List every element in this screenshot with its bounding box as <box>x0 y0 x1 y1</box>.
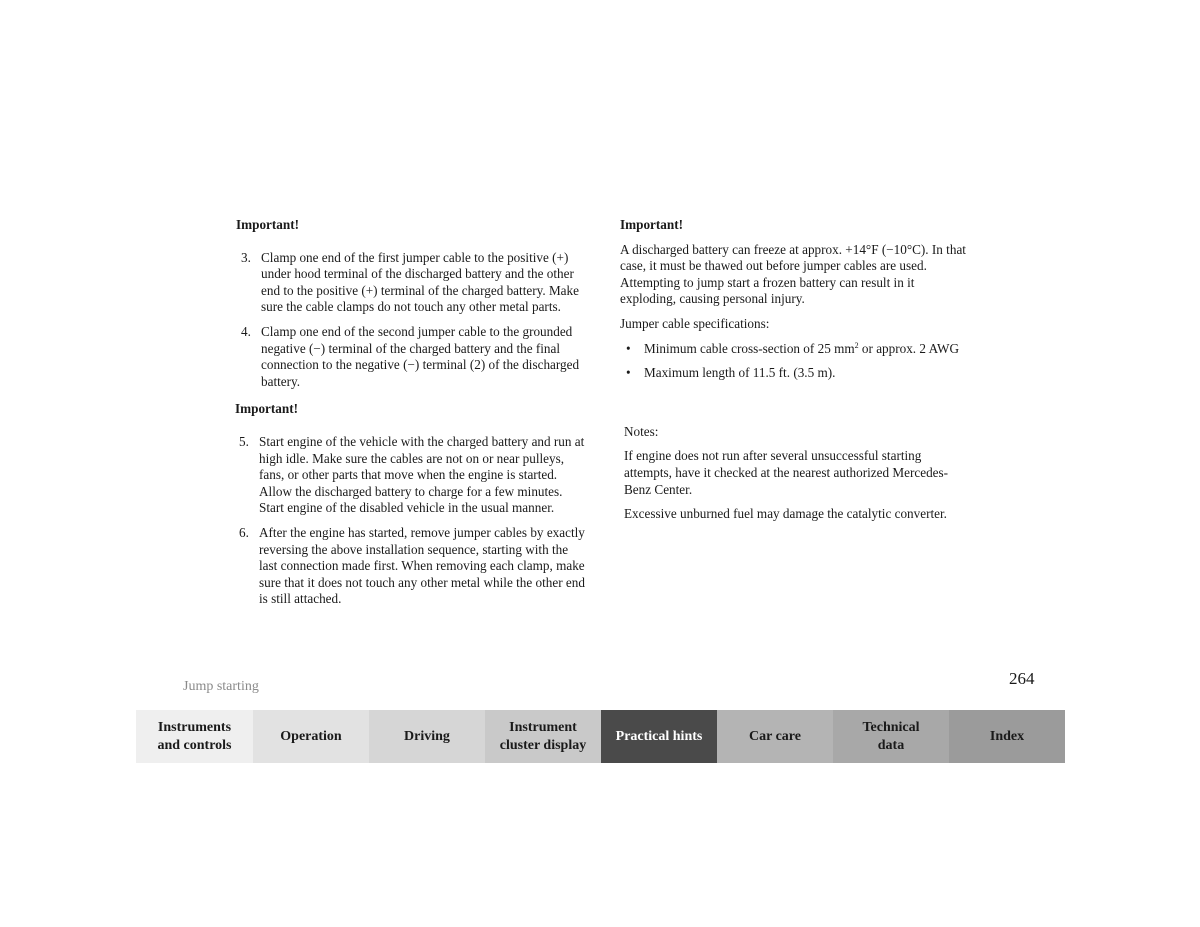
spec-text: Maximum length of 11.5 ft. (3.5 m). <box>644 365 836 381</box>
step-number: 5. <box>239 433 249 449</box>
bullet-icon: • <box>626 340 631 356</box>
spec-intro: Jumper cable specifications: <box>620 315 770 331</box>
notes-box <box>624 424 970 523</box>
tab-operation[interactable]: Operation <box>253 710 369 763</box>
step-number: 6. <box>239 524 249 540</box>
tab-index[interactable]: Index <box>949 710 1065 763</box>
tab-instruments-and-controls[interactable]: Instruments and controls <box>136 710 253 763</box>
step-5 <box>234 434 588 517</box>
right-column <box>620 217 970 523</box>
note-text: If engine does not run after several unsuccessful starting attempts, have it checked at the nearest authorized Mercedes-Benz Center. <box>624 448 949 497</box>
step-4 <box>236 324 588 390</box>
chapter-nav <box>136 710 1065 763</box>
step-number: 4. <box>241 323 251 339</box>
spec-item <box>620 341 970 358</box>
step-text: Clamp one end of the first jumper cable to the positive (+) under hood terminal of the discharged battery and the other end to the positive (+) terminal of the charged battery. Make sure the cable clamps do not touch any other metal parts. <box>261 249 579 315</box>
tab-technical-data[interactable]: Technical data <box>833 710 949 763</box>
important-heading: Important! <box>236 217 300 232</box>
superscript: 2 <box>854 340 859 350</box>
tab-practical-hints[interactable]: Practical hints <box>601 710 717 763</box>
step-number: 3. <box>241 249 251 265</box>
freeze-warning-text: A discharged battery can freeze at approx. +14°F (−10°C). In that case, it must be thawed out before jumper cables are used. Attempting to jump start a frozen battery can result in it exploding, causing personal injury. <box>620 241 966 307</box>
bullet-icon: • <box>626 365 631 381</box>
important-heading: Important! <box>235 401 299 417</box>
note-text: Excessive unburned fuel may damage the catalytic converter. <box>624 506 947 522</box>
notes-title: Notes: <box>624 423 659 439</box>
spec-text: or approx. 2 AWG <box>858 340 960 356</box>
section-label: Jump starting <box>183 679 259 694</box>
important-heading: Important! <box>620 217 684 232</box>
step-text: After the engine has started, remove jumper cables by exactly reversing the above installation sequence, starting with the last connection made first. When removing each clamp, make sure that it does not touch any other metal while the other end is still attached. <box>259 524 585 607</box>
step-6 <box>234 525 588 608</box>
step-text: Clamp one end of the second jumper cable to the grounded negative (−) terminal of the charged battery and the final connection to the negative (−) terminal (2) of the discharged battery. <box>261 323 580 389</box>
spec-item <box>620 365 970 382</box>
tab-car-care[interactable]: Car care <box>717 710 833 763</box>
step-3 <box>236 250 588 316</box>
step-text: Start engine of the vehicle with the charged battery and run at high idle. Make sure the cables are not on or near pulleys, fans, or other parts that move when the engine is started. Allow the discharged battery to charge for a few minutes. Start engine of the disabled vehicle in the usual manner. <box>259 433 585 516</box>
tab-driving[interactable]: Driving <box>369 710 485 763</box>
page-number: 264 <box>1009 669 1035 688</box>
tab-instrument-cluster-display[interactable]: Instrument cluster display <box>485 710 601 763</box>
spec-text: Minimum cable cross-section of 25 mm <box>644 340 855 356</box>
left-column <box>236 217 588 608</box>
